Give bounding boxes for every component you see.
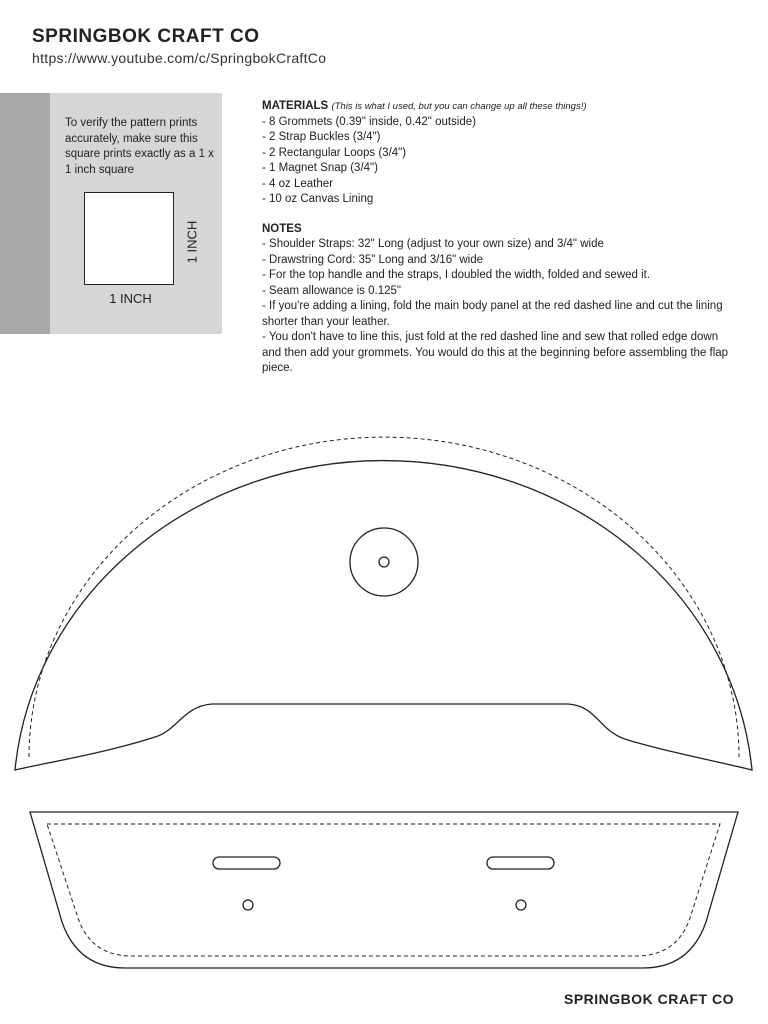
calibration-strip (0, 93, 50, 334)
materials-section (262, 99, 732, 208)
footer-brand: SPRINGBOK CRAFT CO (564, 991, 734, 1007)
grommet-hole (243, 900, 253, 910)
flap-pattern-piece (15, 437, 752, 770)
list-item: - Seam allowance is 0.125" (262, 284, 401, 297)
materials-heading: MATERIALS (262, 100, 329, 112)
list-item: - If you're adding a lining, fold the main body panel at the red dashed line and cut the lining shorter than your leather. (262, 300, 723, 328)
pattern-diagram (0, 420, 768, 980)
calibration-width-label: 1 INCH (109, 291, 152, 306)
info-block (262, 99, 732, 377)
grommet-hole (516, 900, 526, 910)
calibration-height-label: 1 INCH (184, 220, 200, 264)
list-item: - 8 Grommets (0.39" inside, 0.42" outside) (262, 115, 476, 128)
flap-outline (15, 461, 752, 770)
calibration-square (84, 192, 174, 285)
list-item: - 1 Magnet Snap (3/4") (262, 162, 378, 174)
brand-title: SPRINGBOK CRAFT CO (32, 26, 260, 47)
magnet-snap-ring (350, 528, 418, 596)
materials-list (262, 115, 732, 208)
flap-seam-line (29, 437, 739, 757)
list-item: - Drawstring Cord: 35" Long and 3/16" wide (262, 253, 484, 266)
list-item: - Shoulder Straps: 32" Long (adjust to your own size) and 3/4" wide (262, 238, 604, 250)
list-item: - 2 Strap Buckles (3/4") (262, 131, 381, 143)
list-item: - You don't have to line this, just fold at the red dashed line and sew that rolled edge down and then add your grommets. You would do this at the beginning before assembling the flap piece. (262, 331, 729, 374)
notes-heading: NOTES (262, 222, 302, 235)
notes-list (262, 237, 732, 377)
list-item: - 10 oz Canvas Lining (262, 193, 374, 205)
channel-url[interactable]: https://www.youtube.com/c/SpringbokCraftCo (32, 50, 327, 66)
body-pattern-piece (30, 812, 738, 968)
list-item: - 2 Rectangular Loops (3/4") (262, 146, 407, 159)
list-item: - For the top handle and the straps, I doubled the width, folded and sewed it. (262, 269, 651, 281)
strap-slot (213, 857, 280, 869)
notes-section (262, 222, 732, 377)
body-outline (30, 812, 738, 968)
strap-slot (487, 857, 554, 869)
materials-aside: (This is what I used, but you can change up all these things!) (331, 101, 587, 112)
calibration-instructions: To verify the pattern prints accurately, make sure this square prints exactly as a 1 x 1 inch square (65, 117, 214, 176)
list-item: - 4 oz Leather (262, 177, 333, 190)
body-seam-line (47, 824, 720, 956)
magnet-snap-hole (379, 557, 389, 567)
